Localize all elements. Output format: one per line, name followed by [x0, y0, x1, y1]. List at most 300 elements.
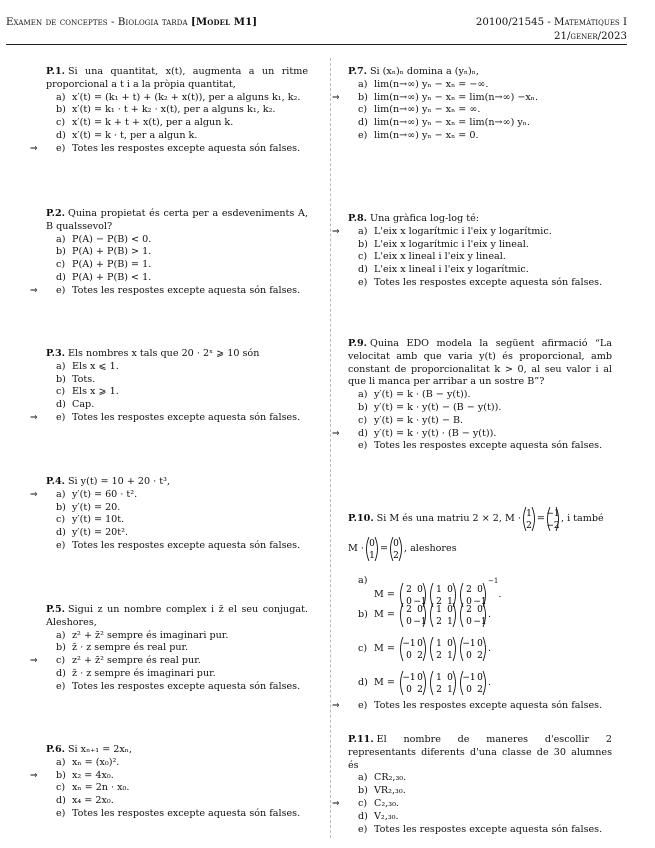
option-label: a): [358, 389, 368, 401]
option-label: b): [358, 91, 368, 103]
correct-arrow-icon: ⇒: [332, 226, 340, 237]
matrix-entry: 1: [526, 508, 532, 519]
option-label: c): [56, 259, 66, 271]
option-text: z̄ · z sempre és real pur.: [72, 642, 189, 654]
correct-arrow-icon: ⇒: [30, 412, 38, 423]
option-text: z̄ · z sempre és imaginari pur.: [72, 667, 216, 679]
question-number: P.8.: [348, 213, 367, 224]
option-label: a): [358, 772, 368, 784]
stem-text: Si M és una matriu 2 × 2, M ·: [376, 513, 521, 524]
question-4: [30, 476, 308, 553]
answer-option: [46, 246, 308, 259]
right-paren: [399, 537, 402, 561]
header-model: [Model M1]: [190, 16, 258, 28]
option-suffix: .: [487, 609, 492, 620]
matrix-entry: 0: [447, 638, 453, 649]
right-paren: [453, 671, 456, 695]
matrix-entry: 0: [406, 616, 412, 627]
matrix-entry: −1: [546, 508, 560, 519]
matrix-entry: −2: [546, 520, 560, 531]
answer-option: [348, 632, 612, 666]
option-label: d): [358, 264, 368, 276]
answer-option: [332, 225, 612, 239]
matrix-entry: 0: [417, 638, 423, 649]
answer-option: [348, 104, 612, 117]
correct-arrow-icon: ⇒: [30, 656, 38, 667]
option-suffix: .: [487, 643, 492, 654]
stem-text: M ·: [348, 543, 364, 554]
matrix-entry: 2: [436, 650, 442, 661]
option-text: lim(n→∞) yₙ − xₙ = −∞.: [374, 78, 489, 90]
matrix: [428, 670, 458, 696]
left-paren: [430, 637, 433, 661]
option-label: d): [56, 129, 66, 141]
column-vector: [364, 536, 380, 562]
column-vector: [545, 506, 561, 532]
answer-option: [332, 797, 612, 811]
answer-option: [46, 808, 308, 821]
option-suffix: .: [498, 589, 502, 600]
answer-option: [46, 272, 308, 285]
correct-arrow-icon: ⇒: [332, 428, 340, 439]
option-label: c): [56, 386, 66, 398]
option-label: a): [56, 360, 66, 372]
answer-option: [46, 527, 308, 540]
question-stem: [46, 604, 308, 630]
option-label: b): [56, 373, 66, 385]
left-paren: [400, 603, 403, 627]
option-label: c): [56, 655, 66, 667]
question-number: P.9.: [348, 338, 367, 349]
matrix: [458, 670, 488, 696]
question-number: P.1.: [46, 66, 65, 77]
option-text: Totes les respostes excepte aquesta són falses.: [374, 440, 603, 452]
matrix-entry: 0: [406, 596, 412, 607]
matrix-entry: −1: [462, 672, 476, 683]
option-text: C₂,₃₀.: [374, 797, 399, 809]
question-number: P.7.: [348, 66, 367, 77]
matrix-entry: 0: [417, 584, 423, 595]
right-paren: [453, 603, 456, 627]
option-text: P(A) + P(B) = 1.: [72, 259, 152, 271]
question-9: [332, 338, 612, 453]
option-label: b): [56, 642, 66, 654]
answer-option: [348, 389, 612, 402]
stem-text: =: [536, 513, 545, 524]
matrix-entry: 0: [369, 538, 375, 549]
question-number: P.5.: [46, 604, 65, 615]
matrix-entry: 1: [447, 616, 453, 627]
header-left: [6, 16, 257, 28]
option-label: e): [56, 539, 66, 551]
matrix-entry: 0: [406, 650, 412, 661]
matrix-entry: 0: [466, 650, 472, 661]
option-text: L'eix x logarítmic i l'eix y logarítmic.: [374, 225, 552, 237]
option-text: Totes les respostes excepte aquesta són falses.: [72, 539, 301, 551]
option-label: d): [358, 677, 368, 688]
question-text: Si y(t) = 10 + 20 · t³,: [67, 476, 171, 487]
answer-option: [348, 264, 612, 277]
option-label: e): [358, 129, 368, 141]
option-label: c): [358, 251, 368, 263]
answer-option: [46, 642, 308, 655]
question-stem: [348, 213, 612, 226]
left-paren: [460, 603, 463, 627]
option-label: e): [56, 807, 66, 819]
option-text: z² + z̄² sempre és imaginari pur.: [72, 629, 229, 641]
matrix-entry: 0: [477, 672, 483, 683]
option-label: e): [358, 276, 368, 288]
answer-option: [348, 564, 612, 607]
option-text: Tots.: [72, 373, 96, 385]
option-label: d): [56, 527, 66, 539]
answer-option: [46, 386, 308, 399]
stem-text: , i també: [560, 513, 604, 524]
question-stem: [46, 476, 308, 489]
option-text: L'eix x logarítmic i l'eix y lineal.: [374, 238, 529, 250]
answer-option: [46, 795, 308, 808]
answer-option: [30, 411, 308, 425]
option-label: a): [56, 488, 66, 500]
option-text: x₂ = 4x₀.: [72, 769, 114, 781]
matrix-entry: 2: [436, 596, 442, 607]
answer-option: [30, 284, 308, 298]
matrix: [398, 602, 428, 628]
option-text: L'eix x lineal i l'eix y lineal.: [374, 251, 506, 263]
option-label: b): [358, 238, 368, 250]
option-text: y′(t) = 20.: [72, 501, 121, 513]
answer-option: [46, 117, 308, 130]
question-11: [332, 734, 612, 836]
option-label: a): [358, 225, 368, 237]
option-label: d): [358, 427, 368, 439]
option-text: P(A) − P(B) < 0.: [72, 233, 152, 245]
header-subject: 20100/21545 - Matemàtiques I: [475, 17, 627, 28]
matrix-entry: 2: [406, 604, 412, 615]
option-prefix: M =: [374, 589, 395, 600]
answer-option: [348, 79, 612, 92]
answer-option: [348, 824, 612, 837]
answer-option: [348, 598, 612, 632]
option-label: e): [358, 440, 368, 452]
right-paren: [423, 637, 426, 661]
answer-option: [348, 772, 612, 785]
question-stem: [46, 208, 308, 234]
header-date: 21/gener/2023: [554, 31, 627, 42]
answer-option: [348, 239, 612, 252]
answer-option: [30, 769, 308, 783]
option-label: b): [358, 401, 368, 413]
question-text: El nombre de maneres d'escollir 2 representants diferents d'una classe de 30 alumnes és: [348, 734, 612, 771]
matrix: [458, 602, 488, 628]
option-text: Totes les respostes excepte aquesta són falses.: [72, 142, 301, 154]
option-label: d): [358, 810, 368, 822]
right-paren: [483, 671, 486, 695]
matrix-entry: −1: [402, 672, 416, 683]
answer-option: [46, 104, 308, 117]
matrix: [458, 636, 488, 662]
matrix-entry: 2: [477, 650, 483, 661]
inverse-exponent: −1: [487, 577, 499, 585]
option-text: xₙ = 2n · x₀.: [72, 782, 130, 794]
option-label: c): [56, 514, 66, 526]
matrix-entry: 2: [526, 520, 532, 531]
matrix-entry: 2: [417, 684, 423, 695]
right-paren: [483, 637, 486, 661]
right-paren: [423, 671, 426, 695]
answer-option: [46, 92, 308, 105]
answer-option: [348, 277, 612, 290]
matrix-entry: 0: [406, 684, 412, 695]
answer-option: [46, 668, 308, 681]
option-suffix: .: [487, 677, 492, 688]
right-paren: [532, 507, 535, 531]
correct-arrow-icon: ⇒: [30, 489, 38, 500]
option-label: a): [56, 233, 66, 245]
option-text: y′(t) = k · (B − y(t)).: [374, 389, 471, 401]
answer-option: [46, 361, 308, 374]
matrix-entry: 1: [369, 550, 375, 561]
correct-arrow-icon: ⇒: [30, 770, 38, 781]
option-text: lim(n→∞) yₙ − xₙ = lim(n→∞) −xₙ.: [374, 91, 539, 103]
option-text: lim(n→∞) yₙ − xₙ = lim(n→∞) yₙ.: [374, 117, 530, 129]
answer-option: [46, 540, 308, 553]
answer-option: [46, 514, 308, 527]
matrix-entry: 0: [466, 596, 472, 607]
answer-option: [30, 142, 308, 156]
question-number: P.3.: [46, 348, 65, 359]
question-6: [30, 744, 308, 821]
matrix-entry: 2: [466, 604, 472, 615]
option-label: a): [56, 91, 66, 103]
answer-option: [348, 130, 612, 143]
answer-option: [46, 130, 308, 143]
option-label: b): [56, 104, 66, 116]
option-prefix: M =: [374, 677, 395, 688]
matrix: [398, 636, 428, 662]
matrix-entry: −1: [462, 638, 476, 649]
question-8: [332, 213, 612, 290]
option-text: y′(t) = k · y(t) − B.: [374, 414, 464, 426]
question-number: P.6.: [46, 744, 65, 755]
question-text: Si (xₙ)ₙ domina a (yₙ)ₙ,: [369, 66, 479, 77]
matrix-entry: 0: [477, 638, 483, 649]
option-text: lim(n→∞) yₙ − xₙ = ∞.: [374, 104, 481, 116]
option-label: d): [56, 667, 66, 679]
question-text: Quina propietat és certa per a esdeveniments A, B qualssevol?: [46, 208, 308, 232]
option-label: e): [358, 700, 368, 711]
option-label: a): [56, 629, 66, 641]
option-text: Totes les respostes excepte aquesta són falses.: [72, 680, 301, 692]
question-number: P.4.: [46, 476, 65, 487]
matrix-entry: 0: [477, 584, 483, 595]
question-number: P.10.: [348, 513, 374, 524]
answer-option: [348, 440, 612, 453]
matrix-entry: 1: [436, 584, 442, 595]
option-text: x′(t) = k₁ · t + k₂ · x(t), per a alguns k₁, k₂.: [72, 104, 276, 116]
question-5: [30, 604, 308, 694]
answer-option: [348, 666, 612, 700]
question-1: [30, 66, 308, 156]
correct-arrow-icon: ⇒: [332, 798, 340, 809]
option-text: Totes les respostes excepte aquesta són falses.: [374, 823, 603, 835]
column-vector: [388, 536, 404, 562]
answer-option: [348, 785, 612, 798]
matrix-entry: 1: [436, 638, 442, 649]
matrix-entry: 2: [466, 584, 472, 595]
matrix-entry: 0: [417, 604, 423, 615]
option-text: x′(t) = k · t, per a algun k.: [72, 129, 198, 141]
header-course: Examen de conceptes - Biologia tarda: [6, 17, 188, 28]
question-stem: [348, 338, 612, 389]
answer-option: [46, 502, 308, 515]
option-text: x₄ = 2x₀.: [72, 795, 114, 807]
matrix: [398, 670, 428, 696]
left-paren: [430, 671, 433, 695]
question-text: Si xₙ₊₁ = 2xₙ,: [67, 744, 132, 755]
option-label: e): [358, 823, 368, 835]
matrix-entry: 0: [477, 604, 483, 615]
matrix: [428, 636, 458, 662]
option-label: a): [358, 575, 368, 586]
option-text: P(A) + P(B) > 1.: [72, 246, 152, 258]
option-prefix: M =: [374, 609, 395, 620]
answer-option: [30, 655, 308, 668]
column-divider: [330, 58, 331, 838]
question-7: [332, 66, 612, 143]
question-number: P.2.: [46, 208, 65, 219]
option-label: c): [56, 782, 66, 794]
option-text: Totes les respostes excepte aquesta són falses.: [374, 276, 603, 288]
matrix-entry: 1: [447, 650, 453, 661]
option-label: b): [358, 785, 368, 797]
answer-option: [46, 374, 308, 387]
option-text: y′(t) = 10t.: [72, 514, 125, 526]
option-label: c): [358, 104, 368, 116]
option-text: L'eix x lineal i l'eix y logarítmic.: [374, 264, 529, 276]
option-label: a): [358, 78, 368, 90]
matrix-entry: 1: [436, 672, 442, 683]
question-text: Sigui z un nombre complex i z̄ el seu conjugat. Aleshores,: [46, 604, 308, 628]
answer-option: [46, 782, 308, 795]
correct-arrow-icon: ⇒: [30, 285, 38, 296]
option-text: Totes les respostes excepte aquesta són falses.: [374, 700, 603, 711]
option-label: a): [56, 756, 66, 768]
question-text: Una gràfica log-log té:: [369, 213, 480, 224]
option-text: y′(t) = 60 · t².: [72, 488, 138, 500]
answer-option: [348, 402, 612, 415]
right-paren: [453, 637, 456, 661]
question-stem: [348, 66, 612, 79]
option-text: V₂,₃₀.: [374, 810, 399, 822]
question-stem: [46, 66, 308, 92]
question-text: Quina EDO modela la següent afirmació “La velocitat amb que varia y(t) és proporcional, amb constant de proporcionalitat k > 0, al seu valor i al que li manca per arribar a un sostre B”?: [348, 338, 612, 388]
question-3: [30, 348, 308, 425]
answer-option: [348, 117, 612, 130]
answer-option: [46, 234, 308, 247]
option-prefix: M =: [374, 643, 395, 654]
answer-option: [46, 757, 308, 770]
option-text: Totes les respostes excepte aquesta són falses.: [72, 284, 301, 296]
question-stem: [348, 504, 612, 564]
matrix-entry: 0: [393, 538, 399, 549]
option-text: y′(t) = 20t².: [72, 527, 129, 539]
matrix-entry: −1: [473, 596, 487, 607]
option-label: b): [56, 246, 66, 258]
answer-option: [332, 700, 612, 713]
question-10: [332, 504, 612, 713]
matrix-entry: 2: [436, 616, 442, 627]
answer-option: [332, 427, 612, 441]
answer-option: [348, 415, 612, 428]
option-label: e): [56, 411, 66, 423]
option-text: Cap.: [72, 399, 95, 411]
option-text: y′(t) = k · y(t) − (B − y(t)).: [374, 401, 502, 413]
matrix-entry: −1: [413, 596, 427, 607]
option-label: b): [56, 501, 66, 513]
question-stem: [348, 734, 612, 772]
option-text: Els x ⩾ 1.: [72, 386, 119, 398]
question-text: Si una quantitat, x(t), augmenta a un ritme proporcional a t i a la pròpia quantitat,: [46, 66, 308, 90]
matrix-entry: −1: [413, 616, 427, 627]
option-text: Totes les respostes excepte aquesta són falses.: [72, 411, 301, 423]
answer-option: [348, 811, 612, 824]
matrix-entry: 2: [393, 550, 399, 561]
correct-arrow-icon: ⇒: [332, 701, 340, 711]
option-text: Els x ⩽ 1.: [72, 360, 119, 372]
matrix-entry: −1: [402, 638, 416, 649]
column-vector: [521, 506, 537, 532]
question-2: [30, 208, 308, 298]
option-text: xₙ = (x₀)².: [72, 756, 120, 768]
matrix-entry: 2: [477, 684, 483, 695]
answer-option: [46, 399, 308, 412]
option-label: c): [358, 797, 368, 809]
left-paren: [430, 603, 433, 627]
question-text: Els nombres x tals que 20 · 2ˣ ⩾ 10 són: [67, 348, 260, 359]
matrix-entry: −1: [473, 616, 487, 627]
matrix-entry: 0: [447, 604, 453, 615]
option-label: d): [56, 271, 66, 283]
option-label: e): [56, 680, 66, 692]
option-label: e): [56, 284, 66, 296]
option-label: c): [358, 643, 368, 654]
answer-option: [46, 259, 308, 272]
matrix-entry: 1: [436, 604, 442, 615]
option-text: z² + z̄² sempre és real pur.: [72, 655, 201, 667]
option-label: c): [56, 117, 66, 129]
matrix-entry: 1: [447, 596, 453, 607]
option-label: d): [358, 117, 368, 129]
correct-arrow-icon: ⇒: [30, 143, 38, 154]
matrix-entry: 0: [466, 684, 472, 695]
stem-text: =: [379, 543, 388, 554]
matrix-entry: 0: [417, 672, 423, 683]
answer-option: [46, 630, 308, 643]
option-text: VR₂,₃₀.: [374, 785, 406, 797]
question-stem: [46, 348, 308, 361]
answer-option: [348, 251, 612, 264]
question-stem: [46, 744, 308, 757]
option-text: x′(t) = (k₁ + t) + (k₂ + x(t)), per a alguns k₁, k₂.: [72, 91, 301, 103]
stem-text: , aleshores: [403, 543, 457, 554]
option-text: x′(t) = k + t + x(t), per a algun k.: [72, 117, 234, 129]
option-text: CR₂,₃₀.: [374, 772, 407, 784]
option-text: lim(n→∞) yₙ − xₙ = 0.: [374, 129, 479, 141]
matrix-entry: 0: [447, 584, 453, 595]
answer-option: [30, 488, 308, 502]
matrix-entry: 2: [417, 650, 423, 661]
